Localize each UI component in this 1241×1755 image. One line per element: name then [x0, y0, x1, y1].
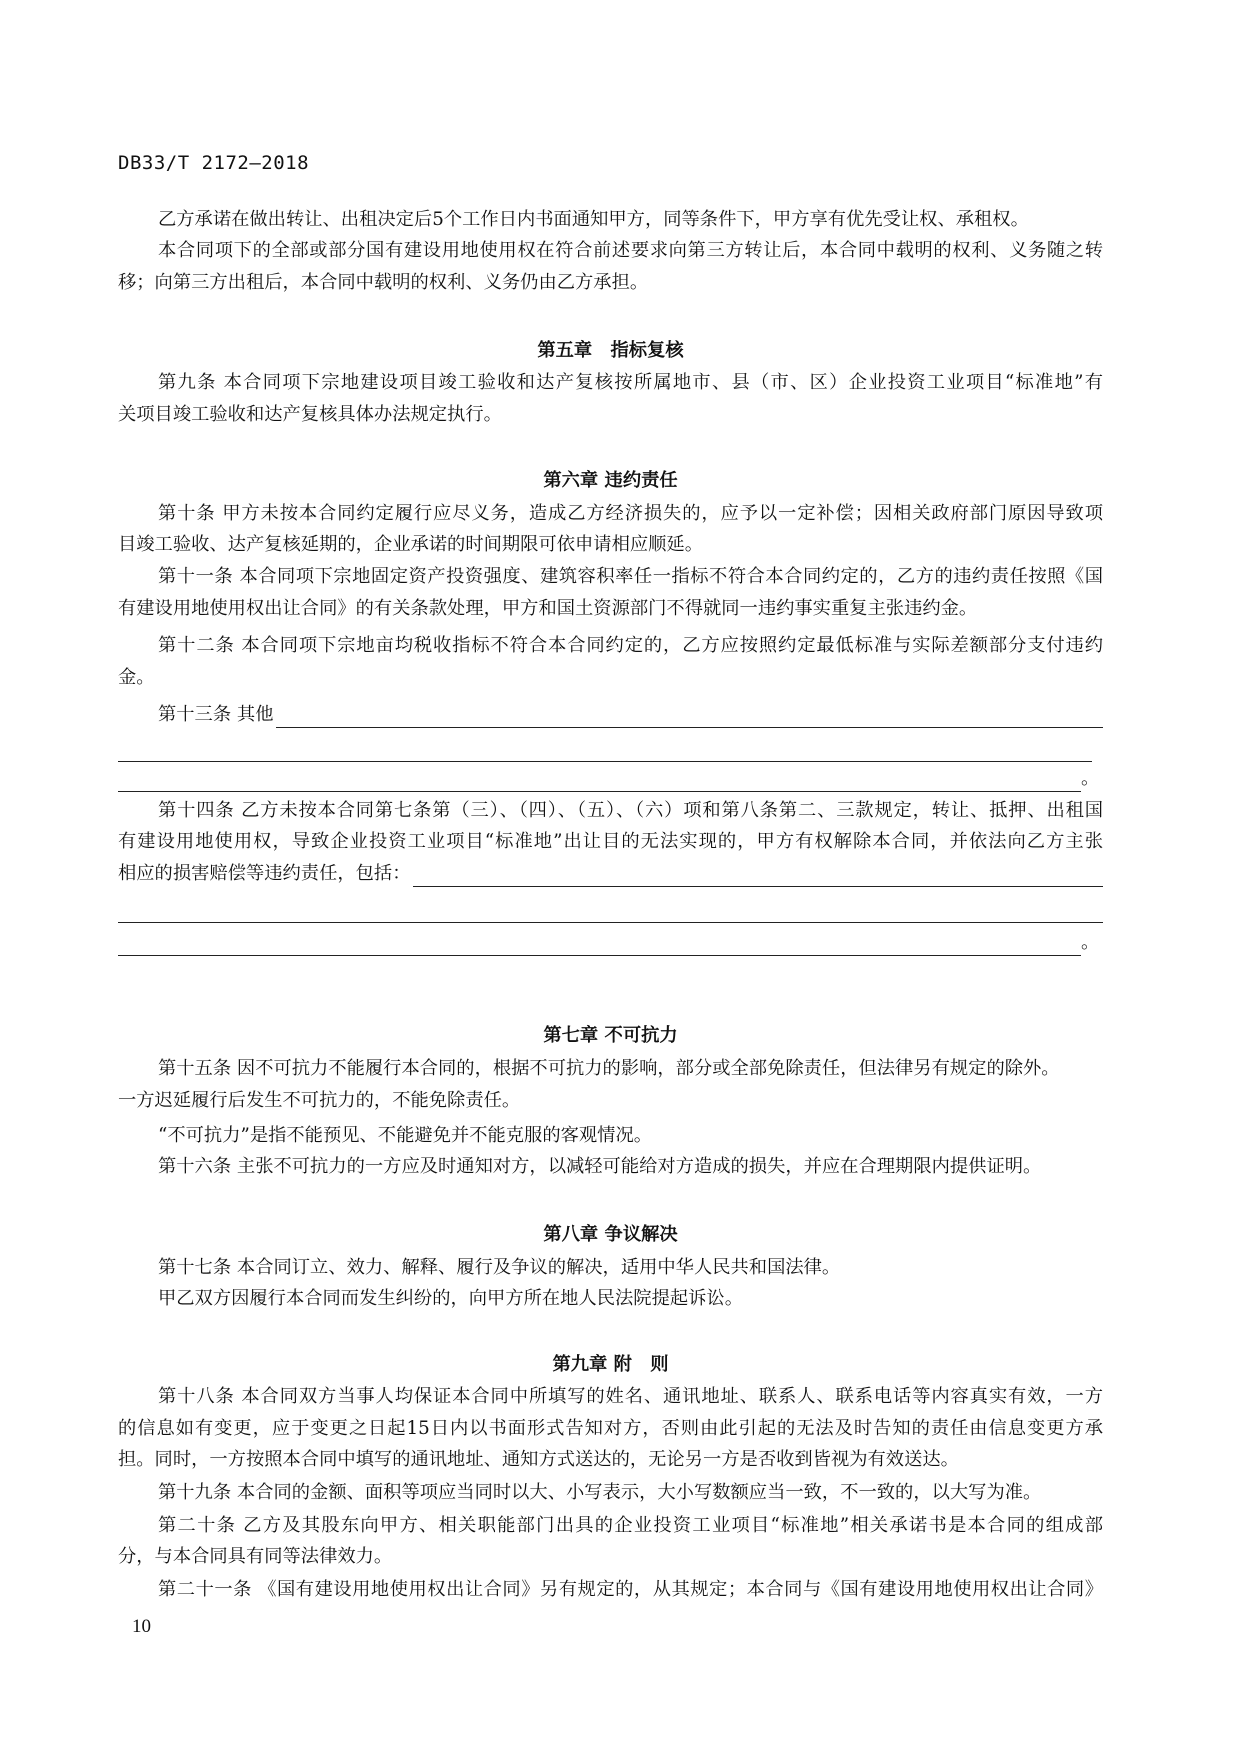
paragraph-line: 目竣工验收、达产复核延期的，企业承诺的时间期限可依申请相应顺延。	[118, 534, 703, 555]
paragraph-line: 有建设用地使用权，导致企业投资工业项目“标准地”出让目的无法实现的，甲方有权解除本合同，并依法向乙方主张	[118, 831, 1103, 852]
blank-underline[interactable]	[118, 900, 1103, 923]
blank-underline[interactable]	[118, 739, 1092, 762]
paragraph-line: 甲乙双方因履行本合同而发生纠纷的，向甲方所在地人民法院提起诉讼。	[158, 1288, 743, 1309]
fill-in-line	[118, 897, 1103, 923]
paragraph-line: 分，与本合同具有同等法律效力。	[118, 1546, 393, 1567]
chapter-heading: 第九章 附 则	[552, 1354, 669, 1375]
line-end: 。	[1081, 768, 1100, 789]
chapter-heading: 第八章 争议解决	[543, 1224, 678, 1245]
blank-underline[interactable]	[276, 705, 1104, 728]
blank-underline[interactable]	[413, 864, 1104, 887]
paragraph-line: 金。	[118, 667, 155, 688]
paragraph-line: “不可抗力”是指不能预见、不能避免并不能克服的客观情况。	[158, 1125, 653, 1146]
paragraph-line: 一方迟延履行后发生不可抗力的，不能免除责任。	[118, 1090, 521, 1111]
fill-in-line	[158, 702, 1103, 728]
chapter-heading: 第七章 不可抗力	[543, 1025, 678, 1046]
paragraph-line: 关项目竣工验收和达产复核具体办法规定执行。	[118, 404, 502, 425]
paragraph-line: 有建设用地使用权出让合同》的有关条款处理，甲方和国土资源部门不得就同一违约事实重复主张违约金。	[118, 598, 978, 619]
fill-in-line	[118, 861, 1103, 887]
paragraph-line: 本合同项下的全部或部分国有建设用地使用权在符合前述要求向第三方转让后，本合同中载明的权利、义务随之转	[158, 240, 1103, 261]
paragraph-line: 第十一条 本合同项下宗地固定资产投资强度、建筑容积率任一指标不符合本合同约定的，乙方的违约责任按照《国	[158, 566, 1103, 587]
paragraph-line: 第十九条 本合同的金额、面积等项应当同时以大、小写表示，大小写数额应当一致，不一致的，以大写为准。	[158, 1482, 1042, 1503]
line-text: 相应的损害赔偿等违约责任，包括：	[118, 863, 411, 884]
paragraph-line: 第二十条 乙方及其股东向甲方、相关职能部门出具的企业投资工业项目“标准地”相关承诺书是本合同的组成部	[158, 1515, 1103, 1536]
fill-in-line	[118, 930, 1100, 956]
paragraph-line: 第十二条 本合同项下宗地亩均税收指标不符合本合同约定的，乙方应按照约定最低标准与实际差额部分支付违约	[158, 635, 1103, 656]
document-code-header: DB33/T 2172—2018	[118, 152, 310, 174]
chapter-heading: 第五章 指标复核	[537, 340, 684, 361]
fill-in-line	[118, 736, 1092, 762]
paragraph-line: 第十条 甲方未按本合同约定履行应尽义务，造成乙方经济损失的，应予以一定补偿；因相关政府部门原因导致项	[158, 503, 1103, 524]
paragraph-line: 乙方承诺在做出转让、出租决定后5个工作日内书面通知甲方，同等条件下，甲方享有优先受让权、承租权。	[158, 209, 1029, 230]
paragraph-line: 担。同时，一方按照本合同中填写的通讯地址、通知方式送达的，无论另一方是否收到皆视为有效送达。	[118, 1449, 959, 1470]
paragraph-line: 第十六条 主张不可抗力的一方应及时通知对方，以减轻可能给对方造成的损失，并应在合理期限内提供证明。	[158, 1156, 1042, 1177]
line-text: 第十三条 其他	[158, 704, 274, 725]
paragraph-line: 第十七条 本合同订立、效力、解释、履行及争议的解决，适用中华人民共和国法律。	[158, 1257, 841, 1278]
paragraph-line: 第九条 本合同项下宗地建设项目竣工验收和达产复核按所属地市、县（市、区）企业投资工业项目“标准地”有	[158, 372, 1103, 393]
paragraph-line: 第十八条 本合同双方当事人均保证本合同中所填写的姓名、通讯地址、联系人、联系电话等内容真实有效，一方	[158, 1386, 1103, 1407]
page-number: 10	[132, 1616, 151, 1637]
paragraph-line: 移；向第三方出租后，本合同中载明的权利、义务仍由乙方承担。	[118, 272, 649, 293]
paragraph-line: 的信息如有变更，应于变更之日起15日内以书面形式告知对方，否则由此引起的无法及时告知的责任由信息变更方承	[118, 1418, 1103, 1439]
chapter-heading: 第六章 违约责任	[543, 470, 678, 491]
blank-underline[interactable]	[118, 769, 1081, 792]
paragraph-line: 第十四条 乙方未按本合同第七条第（三）、（四）、（五）、（六）项和第八条第二、三款规定，转让、抵押、出租国	[158, 800, 1103, 821]
paragraph-line: 第二十一条 《国有建设用地使用权出让合同》另有规定的，从其规定；本合同与《国有建设用地使用权出让合同》	[158, 1579, 1103, 1600]
paragraph-line: 第十五条 因不可抗力不能履行本合同的，根据不可抗力的影响，部分或全部免除责任，但法律另有规定的除外。	[158, 1058, 1060, 1079]
blank-underline[interactable]	[118, 933, 1081, 956]
line-end: 。	[1081, 932, 1100, 953]
fill-in-line	[118, 766, 1100, 792]
